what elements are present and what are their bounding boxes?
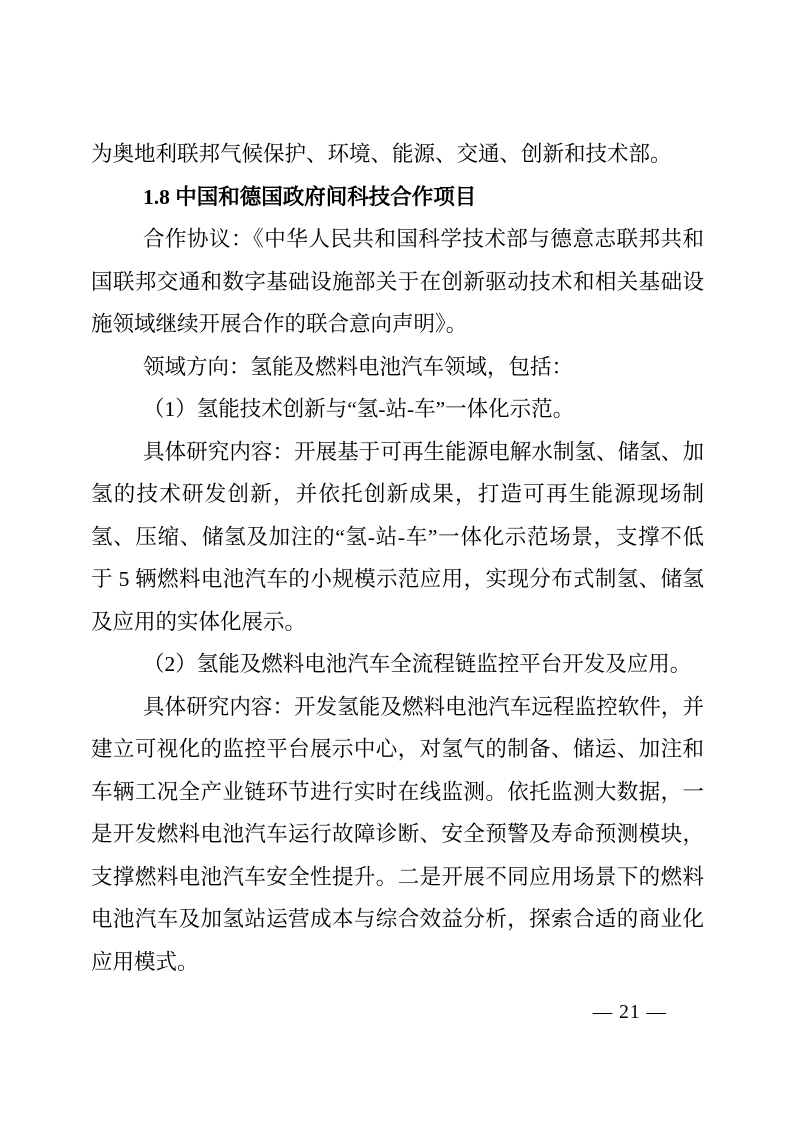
paragraph-item-1-title: （1）氢能技术创新与“氢-站-车”一体化示范。 — [143, 397, 575, 421]
section-heading-1-8-china-germany-cooperation: 1.8 中国和德国政府间科技合作项目 — [143, 184, 477, 209]
paragraph-item-1-research-content: 具体研究内容：开展基于可再生能源电解水制氢、储氢、加氢的技术研发创新，并依托创新成果，打造可再生能源现场制氢、压缩、储氢及加注的“氢-站-车”一体化示范场景，支撑不低于 5 辆燃料电池汽车的小规模示范应用，实现分布式制氢、储氢及应用的实体化展示。 — [91, 439, 704, 634]
paragraph-item-2-research-content: 具体研究内容：开发氢能及燃料电池汽车远程监控软件，并建立可视化的监控平台展示中心，对氢气的制备、储运、加注和车辆工况全产业链环节进行实时在线监测。依托监测大数据，一是开发燃料电池汽车运行故障诊断、安全预警及寿命预测模块，支撑燃料电池汽车安全性提升。二是开展不同应用场景下的燃料电池汽车及加氢站运营成本与综合效益分析，探索合适的商业化应用模式。 — [91, 694, 704, 974]
paragraph-field-direction: 领域方向：氢能及燃料电池汽车领域，包括： — [143, 354, 574, 379]
paragraph-cooperation-agreement: 合作协议：《中华人民共和国科学技术部与德意志联邦共和国联邦交通和数字基础设施部关于在创新驱动技术和相关基础设施领域继续开展合作的联合意向声明》。 — [91, 227, 704, 336]
document-body — [91, 133, 704, 983]
paragraph-item-2-title: （2）氢能及燃料电池汽车全流程链监控平台开发及应用。 — [143, 652, 692, 676]
paragraph-continuation-austria-ministry: 为奥地利联邦气候保护、环境、能源、交通、创新和技术部。 — [91, 142, 672, 166]
page-number: — 21 — — [592, 1002, 667, 1023]
